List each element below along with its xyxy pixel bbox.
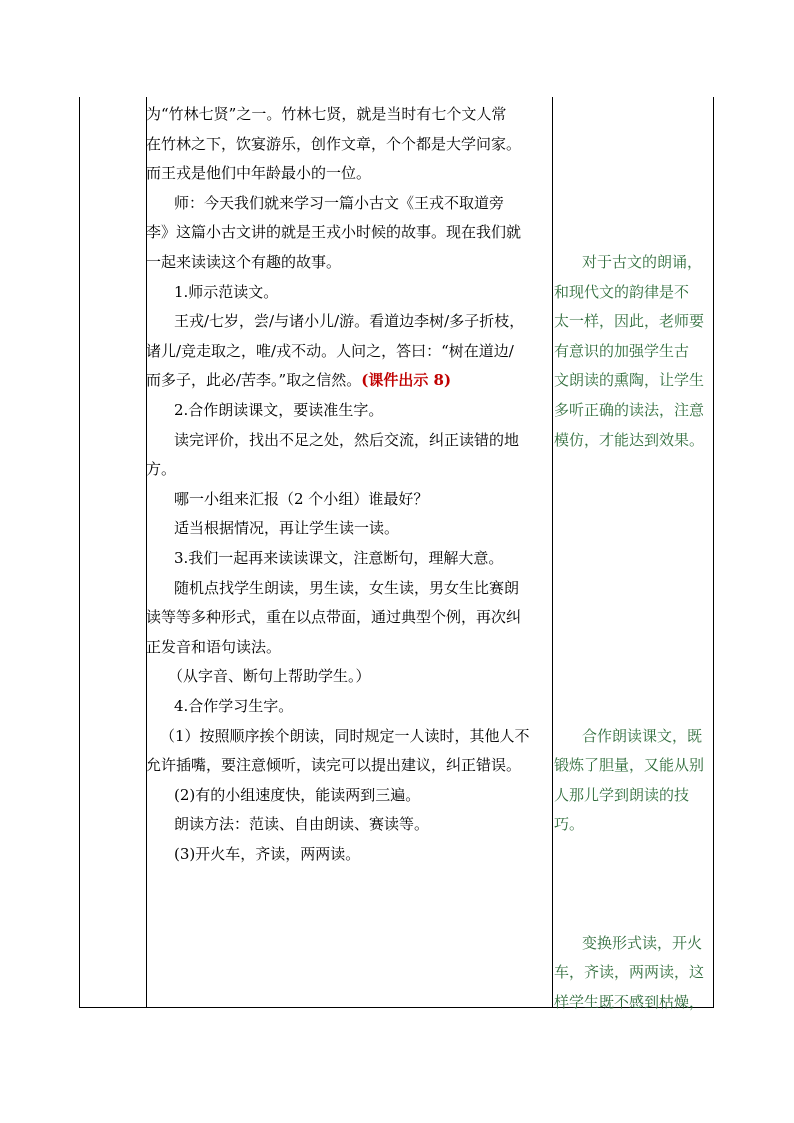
lesson-line <box>174 520 399 536</box>
lesson-line <box>174 313 524 329</box>
note-line-reading: 对于古文的朗诵， <box>582 253 703 271</box>
note-line-reading: 模仿，才能达到效果。 <box>554 430 705 449</box>
lesson-line <box>146 106 506 122</box>
lesson-line-text: 2.合作朗读课文，要读准生字。 <box>174 401 384 419</box>
note-line-variation: 车，齐读，两两读，这 <box>554 963 705 982</box>
note-line-cooperation: 人那儿学到朗读的技 <box>554 785 690 804</box>
lesson-line-text: 一起来读读这个有趣的故事。 <box>146 253 342 271</box>
lesson-line <box>146 639 281 655</box>
lesson-line-text: （从字音、断句上帮助学生。） <box>168 667 371 686</box>
lesson-line-text: 允许插嘴，要注意倾听，读完可以提出建议，纠正错误。 <box>146 756 522 775</box>
note-line-reading: 有意识的加强学生古 <box>554 341 690 360</box>
courseware-highlight: (课件出示 8) <box>361 371 452 390</box>
lesson-line <box>174 787 420 803</box>
lesson-line-text: (2)有的小组速度快，能读两到三遍。 <box>174 785 421 804</box>
note-line-cooperation: 巧。 <box>554 815 585 834</box>
lesson-line-text: 1.师示范读文。 <box>174 282 279 301</box>
note-line-cooperation: 锻炼了胆量，又能从别 <box>554 756 705 775</box>
lesson-line-text: （1）按照顺序挨个朗读，同时规定一人读时，其他人不 <box>160 726 530 745</box>
lesson-line-text: 正发音和语句读法。 <box>146 637 282 656</box>
lesson-line-text: 王戎/七岁，尝/与诸小儿/游。看道边李树/多子折枝， <box>174 312 525 331</box>
lesson-line-text: 4.合作学习生字。 <box>174 697 294 715</box>
lesson-line-text: 读等等多种形式，重在以点带面，通过典型个例，再次纠 <box>146 608 522 627</box>
table-border-col2 <box>552 97 553 1008</box>
lesson-line-text: 适当根据情况，再让学生读一读。 <box>174 519 400 538</box>
lesson-line-text: (3)开火车，齐读，两两读。 <box>174 845 361 863</box>
note-line-cooperation: 合作朗读课文，既 <box>582 726 703 745</box>
lesson-line <box>168 668 371 684</box>
lesson-line-text: 朗读方法：范读、自由朗读、赛读等。 <box>174 815 430 834</box>
lesson-line-text: 随机点找学生朗读，男生读，女生读，男女生比赛朗 <box>174 578 520 597</box>
note-line-reading: 太一样，因此，老师要 <box>554 312 705 331</box>
table-border-left <box>79 97 80 1008</box>
lesson-line <box>146 165 371 181</box>
lesson-line-text: 而多子，此必/苦李。”取之信然。 <box>146 371 362 390</box>
lesson-line-text: 3.我们一起再来读读课文，注意断句，理解大意。 <box>174 549 504 567</box>
note-line-reading: 文朗读的熏陶，让学生 <box>554 371 705 390</box>
note-line-reading: 多听正确的读法，注意 <box>554 401 705 419</box>
lesson-line <box>174 846 360 862</box>
note-line-reading: 和现代文的韵律是不 <box>554 282 690 301</box>
lesson-line <box>174 698 293 714</box>
lesson-line <box>174 816 429 832</box>
table-border-right <box>713 97 714 1008</box>
lesson-line <box>174 284 278 300</box>
lesson-line-text: 读完评价，找出不足之处，然后交流，纠正读错的地 <box>174 430 520 449</box>
lesson-line <box>146 224 521 240</box>
lesson-line-text: 李》这篇小古文讲的就是王戎小时候的故事。现在我们就 <box>146 223 522 242</box>
lesson-line <box>174 402 383 418</box>
note-line-variation: 样学生既不感到枯燥， <box>554 993 705 1011</box>
lesson-line <box>160 728 530 744</box>
lesson-line <box>174 580 519 596</box>
lesson-line <box>146 757 521 773</box>
lesson-line <box>146 254 341 270</box>
lesson-line-text: 为“竹林七贤”之一。竹林七贤，就是当时有七个文人常 <box>146 105 507 123</box>
lesson-line <box>174 432 519 448</box>
lesson-line-text: 方。 <box>146 460 177 479</box>
lesson-line <box>146 343 514 359</box>
lesson-line-text: 而王戎是他们中年龄最小的一位。 <box>146 164 372 183</box>
lesson-line-text: 在竹林之下，饮宴游乐，创作文章，个个都是大学问家。 <box>146 134 522 153</box>
lesson-line-text: 诸儿/竞走取之，唯/戎不动。人问之，答曰：“树在道边/ <box>146 341 514 360</box>
lesson-line <box>146 136 521 152</box>
lesson-line-text: 师：今天我们就来学习一篇小古文《王戎不取道旁 <box>174 193 505 212</box>
lesson-line <box>174 550 503 566</box>
lesson-line <box>146 372 451 388</box>
lesson-line <box>174 195 504 211</box>
note-line-variation: 变换形式读，开火 <box>582 933 703 952</box>
lesson-line <box>174 491 428 507</box>
lesson-line-text: 哪一小组来汇报（2 个小组）谁最好？ <box>174 489 429 508</box>
lesson-line <box>146 461 176 477</box>
lesson-line <box>146 609 521 625</box>
